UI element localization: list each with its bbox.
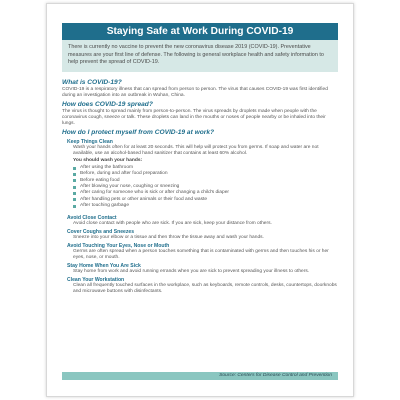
source-footer: Source: Centers for Disease Control and Prevention — [62, 372, 338, 380]
list-item: Before eating food — [73, 178, 338, 184]
flyer-page — [46, 3, 354, 397]
section-heading-protect: How do I protect myself from COVID-19 at work? — [62, 129, 215, 137]
list-item: After caring for someone who is sick or after changing a child's diaper — [73, 190, 338, 196]
list-item: After blowing your nose, coughing or sneezing — [73, 184, 338, 190]
section-heading-how-spread: How does COVID-19 spread? — [62, 100, 153, 108]
tip-body-cover-coughs: Sneeze into your elbow or a tissue and then throw the tissue away and wash your hands. — [73, 235, 264, 241]
square-bullet-icon — [73, 186, 76, 189]
tip-body-clean-workstation: Clean all frequently touched surfaces in the workplace, such as keyboards, remote controls, desks, countertops, doorknobs and microwave buttons with disinfectants. — [73, 283, 337, 295]
tip-title-cover-coughs: Cover Coughs and Sneezes — [67, 228, 135, 235]
tip-body-keep-clean: Wash your hands often for at least 20 seconds. This will help will protect you from germs. If soap and water are not available, use an alcohol-based hand sanitizer that contains at least 60% alcohol. — [73, 145, 319, 157]
list-item: After using the bathroom — [73, 165, 338, 171]
section-body-how-spread: The virus is thought to spread mainly from person-to-person. The virus spreads by droplets made when people with the coronavirus cough, sneeze or talk. These droplets can land in the mouths or noses of people nearby or be inhaled into their lungs. — [62, 108, 326, 127]
section-body-what-is: COVID-19 is a respiratory illness that can spread from person to person. The virus that causes COVID-19 was first identified during an investigation into an outbreak in Wuhan, China. — [62, 86, 328, 98]
section-heading-what-is: What is COVID-19? — [62, 78, 122, 86]
tip-body-close-contact: Avoid close contact with people who are sick. If you are sick, keep your distance from others. — [73, 221, 272, 227]
square-bullet-icon — [73, 198, 76, 201]
list-item: Before, during and after food preparation — [73, 171, 338, 177]
tip-title-avoid-touching: Avoid Touching Your Eyes, Nose or Mouth — [67, 242, 170, 249]
square-bullet-icon — [73, 179, 76, 182]
square-bullet-icon — [73, 205, 76, 208]
tip-title-keep-clean: Keep Things Clean — [67, 138, 113, 145]
wash-hands-title: You should wash your hands: — [73, 158, 143, 164]
list-item: After handling pets or other animals or their food and waste — [73, 197, 338, 203]
tip-title-close-contact: Avoid Close Contact — [67, 214, 117, 221]
tip-body-stay-home: Stay home from work and avoid running errands when you are sick to prevent spreading your illness to others. — [73, 269, 310, 275]
square-bullet-icon — [73, 173, 76, 176]
tip-body-avoid-touching: Germs are often spread when a person touches something that is contaminated with germs and then touches his or her eyes, nose, or mouth. — [73, 249, 329, 261]
tip-title-stay-home: Stay Home When You Are Sick — [67, 262, 141, 269]
tip-title-clean-workstation: Clean Your Workstation — [67, 276, 125, 283]
square-bullet-icon — [73, 167, 76, 170]
flyer-title: Staying Safe at Work During COVID-19 — [62, 23, 338, 40]
wash-hands-list — [62, 165, 338, 209]
list-item: After touching garbage — [73, 203, 338, 209]
square-bullet-icon — [73, 192, 76, 195]
intro-box: There is currently no vaccine to prevent the new coronavirus disease 2019 (COVID-19). Preventative measures are your first line of defense. The following is general workplace health and safety information to help prevent the spread of COVID-19. — [62, 40, 338, 72]
